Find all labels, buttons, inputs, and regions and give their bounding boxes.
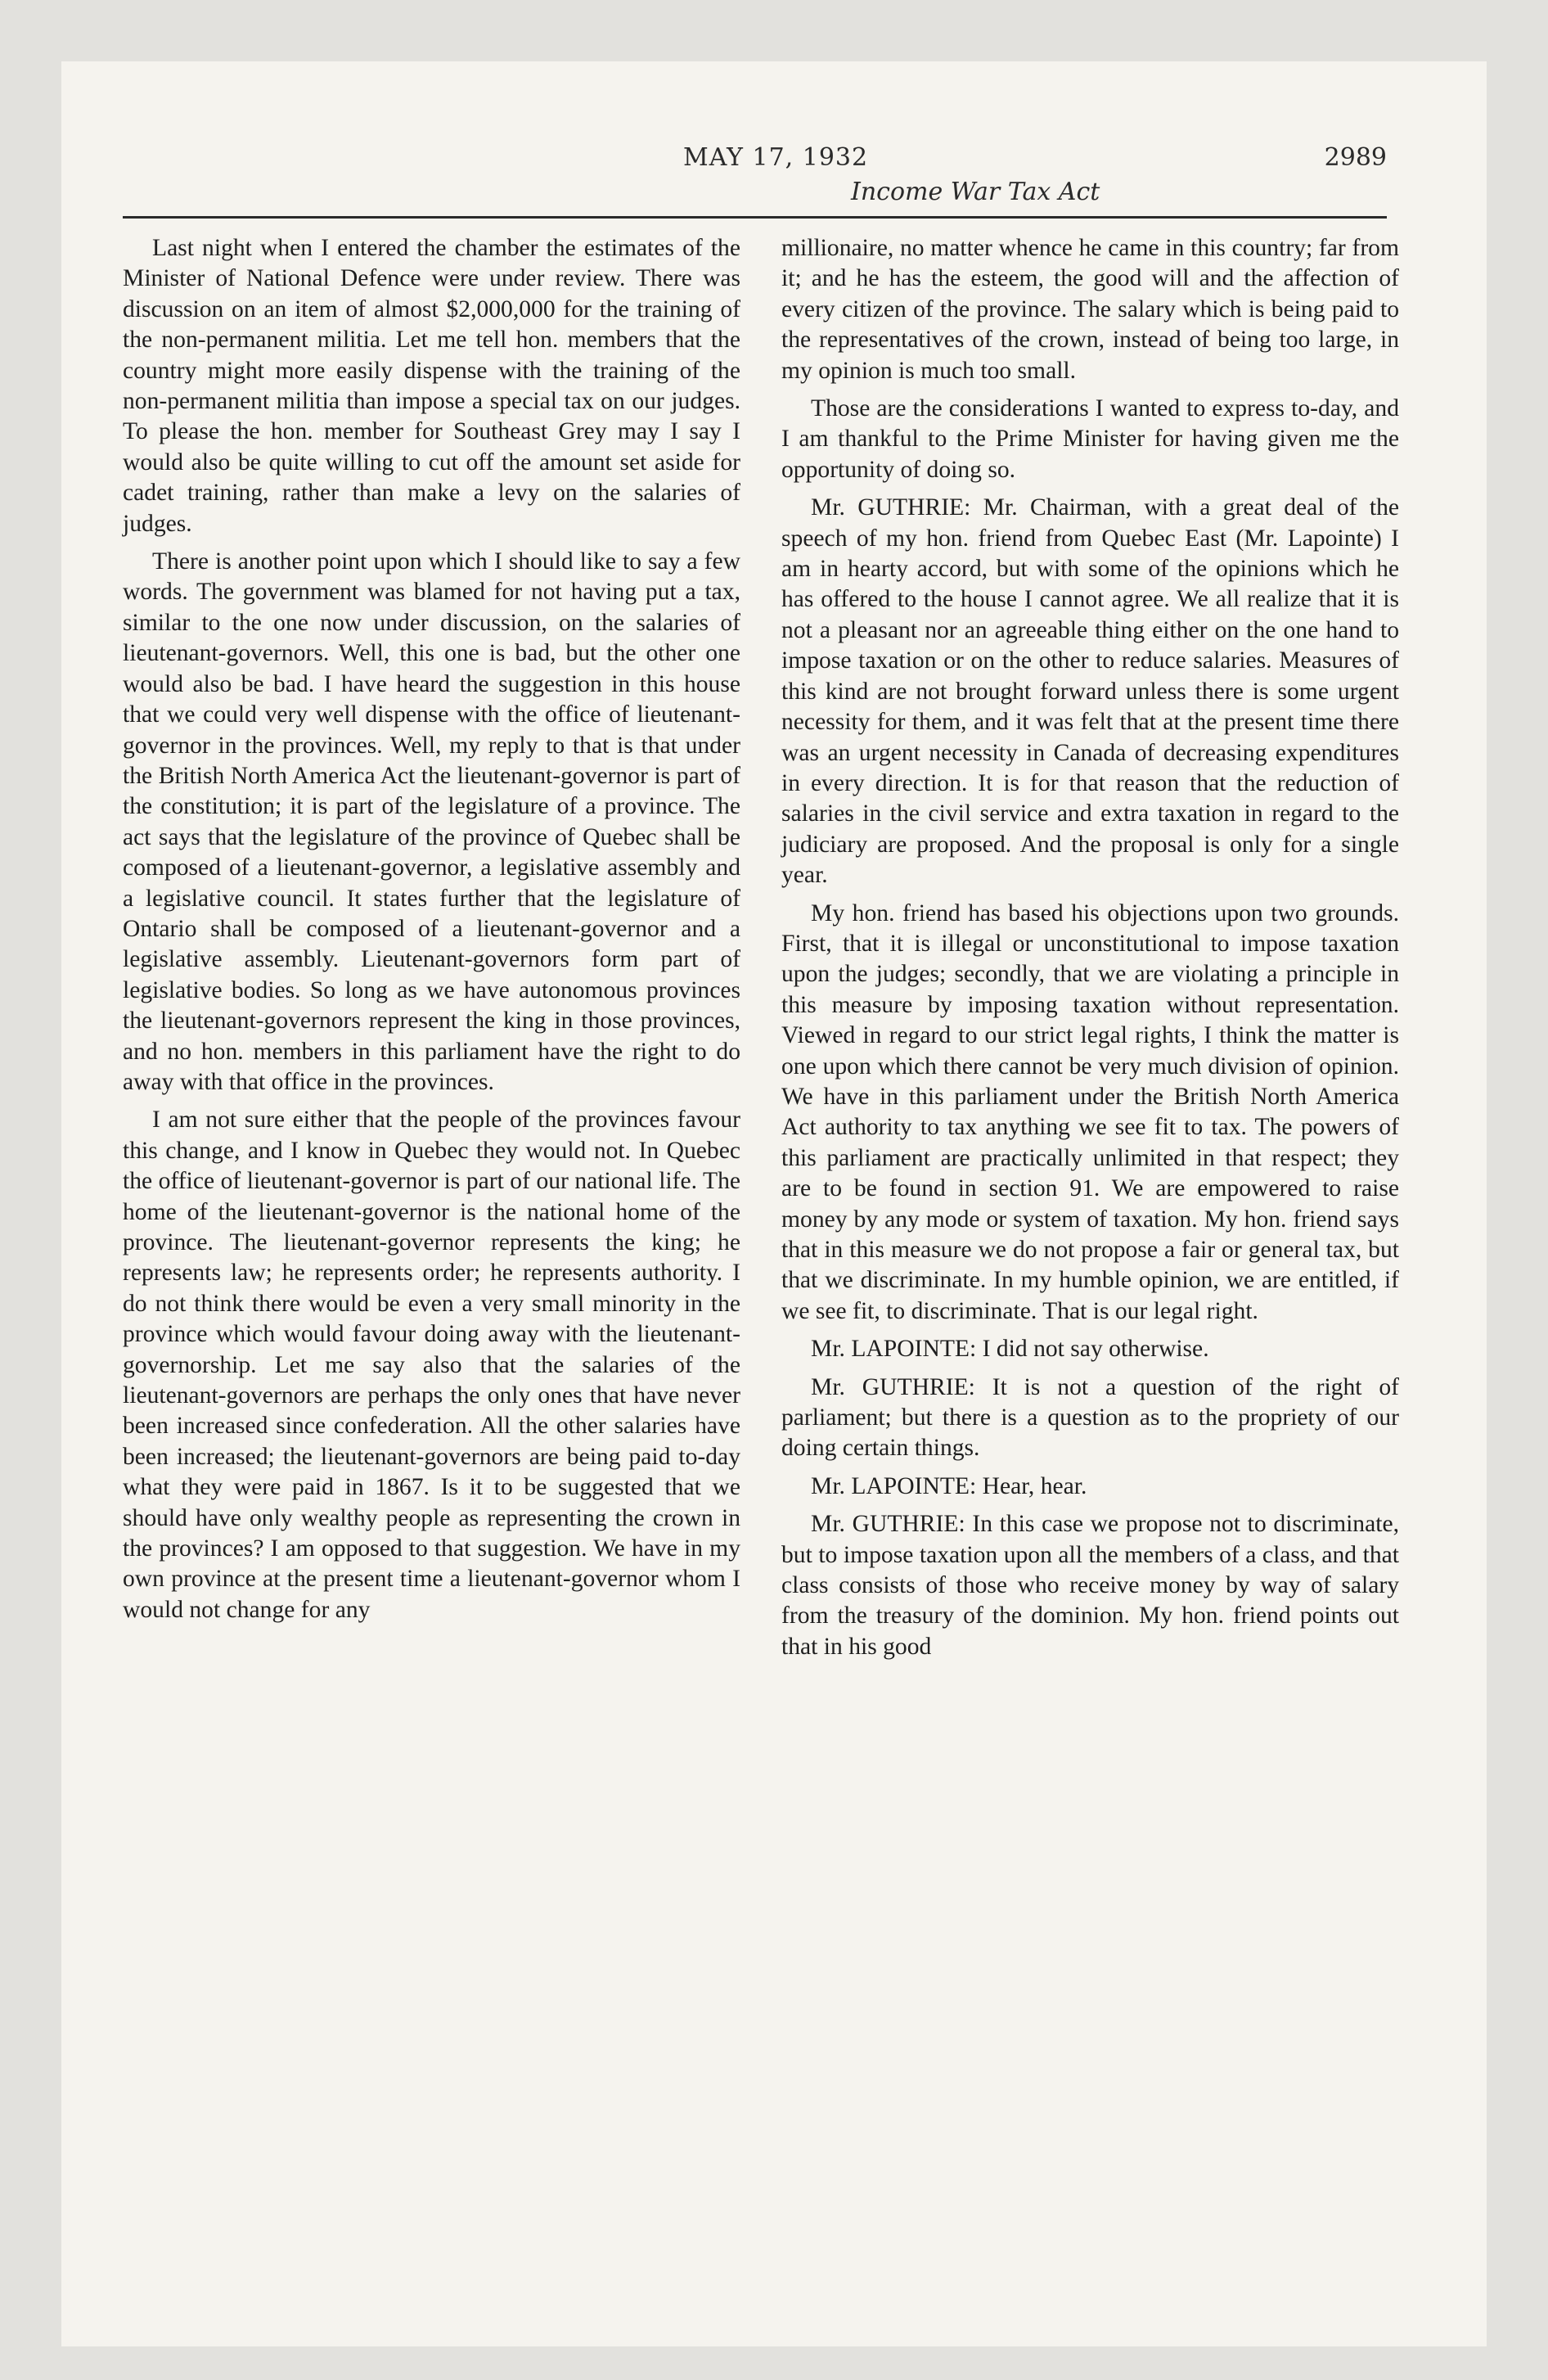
paragraph: There is another point upon which I should like to say a few words. The government was blamed for not having put a tax, similar to the one now under discussion, on the salaries of lieutenant-governors. Well, this one is bad, but the other one would also be bad. I have heard the suggestion in this house that we could very well dispense with the office of lieutenant-governor in the provinces. Well, my reply to that is that under the British North America Act the lieutenant-governor is part of the constitution; it is part of the legislature of a province. The act says that the legislature of the province of Quebec shall be composed of a lieutenant-governor, a legislative assembly and a legislative council. It states further that the legislature of Ontario shall be composed of a lieutenant-governor and a legislative assembly. Lieutenant-governors form part of legislative bodies. So long as we have autonomous provinces the lieutenant-governors represent the king in those provinces, and no hon. members in this parliament have the right to do away with that office in the provinces. (123, 548, 740, 1095)
speech-lapointe: Mr. LAPOINTE: I did not say otherwise. (811, 1336, 1209, 1363)
speech-guthrie: Mr. GUTHRIE: It is not a question of the right of parliament; but there is a question as to the propriety of our doing certain things. (781, 1373, 1399, 1462)
speech-guthrie: Mr. GUTHRIE: Mr. Chairman, with a great deal of the speech of my hon. friend from Quebec East (Mr. Lapointe) I am in hearty accord, but with some of the opinions which he has offered to the house I cannot agree. We all realize that it is not a pleasant nor an agreeable thing either on the one hand to impose taxation or on the other to reduce salaries. Measures of this kind are not brought forward unless there is some urgent necessity for them, and it was felt that at the present time there was an urgent necessity in Canada of decreasing expenditures in every direction. It is for that reason that the reduction of salaries in the civil service and extra taxation in regard to the judiciary are proposed. And the proposal is only for a single year. (781, 494, 1399, 889)
header-rule (123, 216, 1387, 219)
header-section-title: Income War Tax Act (851, 178, 1100, 206)
speech-guthrie: Mr. GUTHRIE: In this case we propose not to discriminate, but to impose taxation upon all the members of a class, and that class consists of those who receive money by way of salary from the treasury of the dominion. My hon. friend points out that in his good (781, 1511, 1399, 1660)
paragraph-continued: millionaire, no matter whence he came in this country; far from it; and he has the esteem, the good will and the affection of every citizen of the province. The salary which is being paid to the representatives of the crown, instead of being too large, in my opinion is much too small. (781, 235, 1399, 384)
paragraph: My hon. friend has based his objections upon two grounds. First, that it is illegal or unconstitutional to impose taxation upon the judges; secondly, that we are violating a principle in this measure by imposing taxation without representation. Viewed in regard to our strict legal rights, I think the matter is one upon which there cannot be very much division of opinion. We have in this parliament under the British North America Act authority to tax anything we see fit to tax. The powers of this parliament are practically unlimited in that respect; they are to be found in section 91. We are empowered to raise money by any mode or system of taxation. My hon. friend says that in this measure we do not propose a fair or general tax, but that we discriminate. In my humble opinion, we are entitled, if we see fit, to discriminate. That is our legal right. (781, 899, 1399, 1324)
header-date: MAY 17, 1932 (683, 143, 869, 172)
paragraph: Those are the considerations I wanted to express to-day, and I am thankful to the Prime Minister for having given me the opportunity of doing so. (781, 395, 1399, 483)
header-page-number: 2989 (1324, 143, 1387, 172)
left-column (123, 233, 740, 1633)
paragraph: I am not sure either that the people of the provinces favour this change, and I know in Quebec they would not. In Quebec the office of lieutenant-governor is part of our national life. The home of the lieutenant-governor is the national home of the province. The lieutenant-governor represents the king; he represents law; he represents order; he represents authority. I do not think there would be even a very small minority in the province which would favour doing away with the lieutenant-governorship. Let me say also that the salaries of the lieutenant-governors are perhaps the only ones that have never been increased since confederation. All the other salaries have been increased; the lieutenant-governors are being paid to-day what they were paid in 1867. Is it to be suggested that we should have only wealthy people as representing the crown in the provinces? I am opposed to that suggestion. We have in my own province at the present time a lieutenant-governor whom I would not change for any (123, 1107, 740, 1623)
right-column (781, 233, 1399, 1670)
paragraph: Last night when I entered the chamber the estimates of the Minister of National Defence were under review. There was discussion on an item of almost $2,000,000 for the training of the non-permanent militia. Let me tell hon. members that the country might more easily dispense with the training of the non-permanent militia than impose a special tax on our judges. To please the hon. member for Southeast Grey may I say I would also be quite willing to cut off the amount set aside for cadet training, rather than make a levy on the salaries of judges. (123, 235, 740, 537)
speech-lapointe: Mr. LAPOINTE: Hear, hear. (811, 1472, 1087, 1499)
page-header (143, 135, 1387, 206)
